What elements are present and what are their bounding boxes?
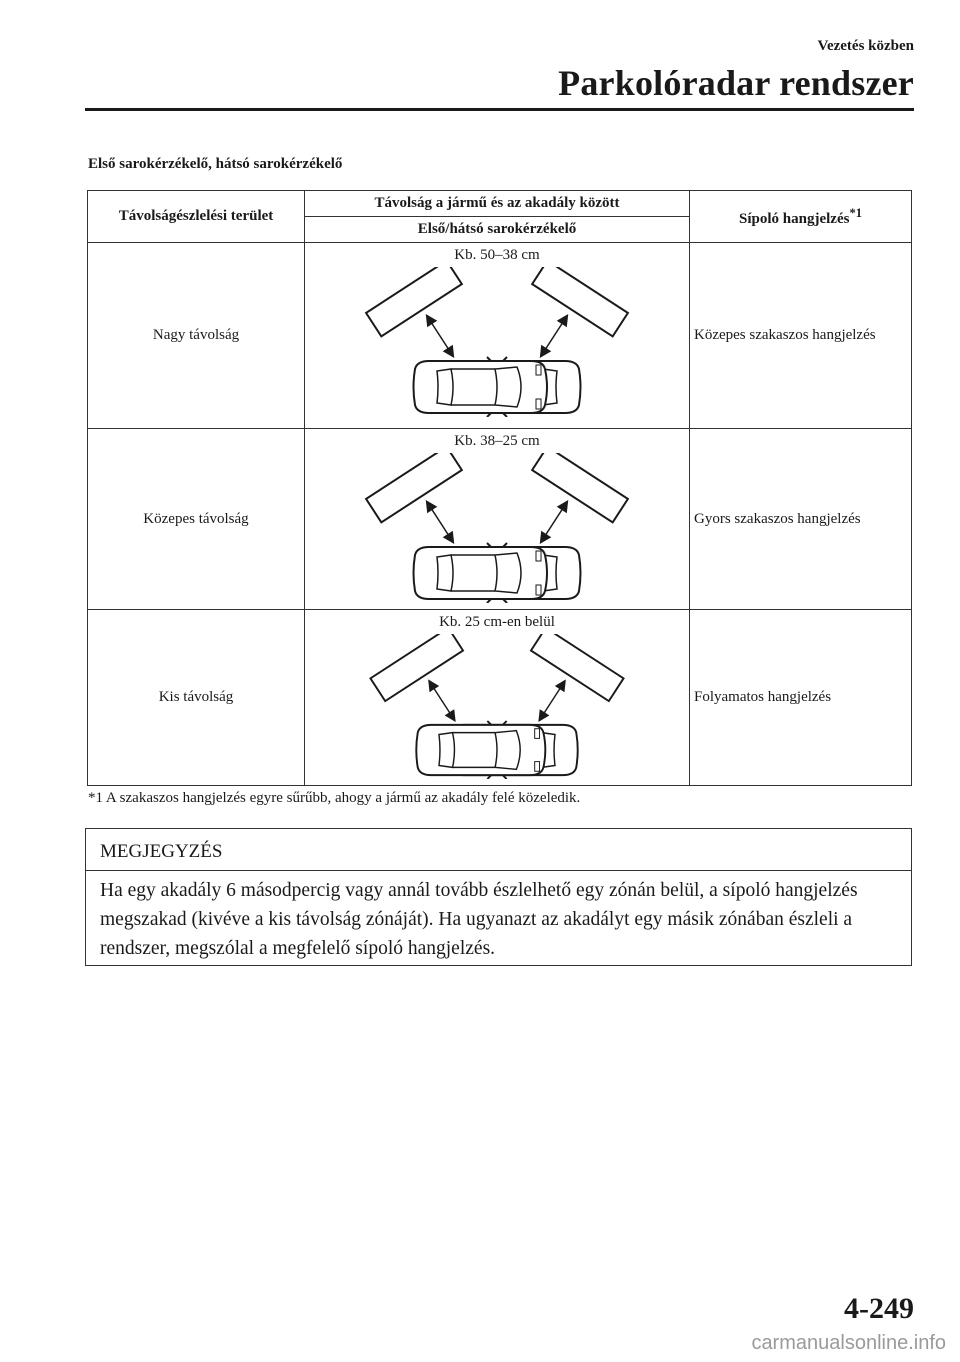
beep-cell: Közepes szakaszos hangjelzés	[690, 243, 912, 429]
page-title: Parkolóradar rendszer	[558, 63, 914, 103]
note-body: Ha egy akadály 6 másodpercig vagy annál tovább észlelhető egy zónán belül, a sípoló hangjelzés megszakad (kivéve a kis távolság zónáját). Ha ugyanazt az akadályt egy másik zónában észleli a rendszer, megszólal a megfelelő sípoló hangjelzés.	[100, 880, 858, 959]
header-beep-label: Sípoló hangjelzés	[739, 210, 850, 227]
table-header-row	[88, 191, 912, 217]
diagram-cell	[305, 429, 690, 610]
watermark: carmanualsonline.info	[751, 1332, 946, 1354]
diagram-cell	[305, 610, 690, 786]
header-sensor: Első/hátsó sarokérzékelő	[305, 217, 690, 243]
far-distance-diagram	[347, 267, 647, 417]
parking-sensor-table	[87, 190, 912, 786]
distance-label: Kb. 38–25 cm	[454, 433, 540, 449]
note-title: MEGJEGYZÉS	[86, 829, 911, 871]
distance-label: Kb. 50–38 cm	[454, 247, 540, 263]
header-beep	[690, 191, 912, 243]
section-title: Vezetés közben	[817, 38, 914, 54]
header-distance: Távolság a jármű és az akadály között	[305, 191, 690, 217]
zone-cell: Nagy távolság	[88, 243, 305, 429]
page-number: 4-249	[844, 1292, 914, 1325]
zone-cell: Közepes távolság	[88, 429, 305, 610]
beep-cell: Gyors szakaszos hangjelzés	[690, 429, 912, 610]
near-distance-diagram	[347, 634, 647, 779]
zone-cell: Kis távolság	[88, 610, 305, 786]
footnote: *1 A szakaszos hangjelzés egyre sűrűbb, ahogy a jármű az akadály felé közeledik.	[88, 790, 581, 806]
diagram-cell	[305, 243, 690, 429]
medium-distance-diagram	[347, 453, 647, 603]
header-zone: Távolságészlelési terület	[88, 191, 305, 243]
header-beep-footnote-mark: *1	[849, 205, 862, 220]
table-row	[88, 429, 912, 610]
table-row	[88, 610, 912, 786]
table-caption: Első sarokérzékelő, hátsó sarokérzékelő	[88, 156, 343, 172]
table-row	[88, 243, 912, 429]
distance-label: Kb. 25 cm-en belül	[439, 614, 555, 630]
header-rule	[85, 108, 914, 111]
note-box	[85, 828, 912, 966]
beep-cell: Folyamatos hangjelzés	[690, 610, 912, 786]
